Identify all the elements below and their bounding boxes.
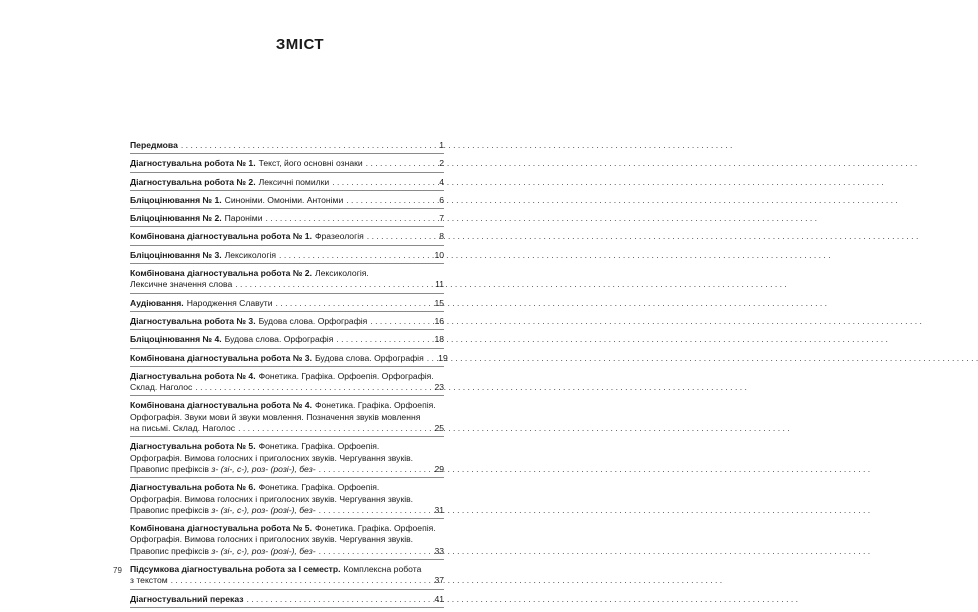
leader-dots — [266, 213, 431, 224]
toc-entry-text — [130, 268, 369, 279]
toc-entry-italic: з- (зі-, с-), роз- (розі-), без- — [211, 463, 316, 474]
toc-entry-line — [130, 279, 444, 290]
toc-entry-subtitle: Синоніми. Омоніми. Антоніми — [224, 194, 344, 205]
leader-dots — [332, 177, 431, 188]
toc-entry-text — [130, 140, 178, 151]
leader-dots — [238, 423, 431, 434]
leader-dots — [366, 158, 431, 169]
toc-entry-line — [130, 412, 444, 423]
toc-page-number: 37 — [434, 575, 444, 586]
toc-entry-subtitle: Текст, його основні ознаки — [258, 158, 363, 169]
toc-entry-text: з текстом — [130, 575, 168, 586]
toc-entry-title: Бліцоцінювання № 3. — [130, 249, 222, 260]
toc-entry-title: Бліцоцінювання № 2. — [130, 213, 222, 224]
toc-entry-subtitle: Будова слова. Орфографія — [314, 352, 424, 363]
leader-dots — [346, 195, 431, 206]
toc-entry-text — [130, 441, 379, 452]
toc-entry-title: Діагностувальна робота № 5. — [130, 441, 256, 452]
toc-entry-text — [130, 564, 421, 575]
toc-entry-line — [130, 546, 444, 557]
leader-dots — [319, 464, 431, 475]
toc-entry[interactable] — [130, 523, 444, 560]
leader-dots — [195, 382, 431, 393]
toc-page-number: 18 — [434, 334, 444, 345]
toc-entry-text — [130, 213, 263, 224]
toc-entry-title: Діагностувальна робота № 6. — [130, 482, 256, 493]
toc-entry[interactable] — [130, 213, 444, 227]
toc-entry-title: Аудіювання. — [130, 297, 184, 308]
toc-entry-title: Комбінована діагностувальна робота № 5. — [130, 523, 312, 534]
page-number: 79 — [113, 566, 122, 575]
toc-entry-text — [130, 371, 434, 382]
toc-entry-subtitle: Лексичні помилки — [258, 176, 330, 187]
toc-entry-title: Діагностувальний переказ — [130, 593, 244, 604]
toc-entry-text — [130, 505, 316, 516]
toc-entry-line — [130, 400, 444, 411]
toc-entry-title: Комбінована діагностувальна робота № 3. — [130, 352, 312, 363]
toc-entry-title: Бліцоцінювання № 1. — [130, 194, 222, 205]
toc-entry-title: Комбінована діагностувальна робота № 1. — [130, 231, 312, 242]
toc-entry-line — [130, 505, 444, 516]
toc-entry-subtitle: Фонетика. Графіка. Орфоепія. — [258, 441, 380, 452]
toc-page-number: 25 — [434, 423, 444, 434]
toc-page-number: 33 — [434, 545, 444, 556]
toc-entry[interactable] — [130, 352, 448, 367]
toc-entry-line — [130, 382, 444, 393]
toc-entry-text — [130, 231, 364, 242]
toc-entry-line — [130, 575, 444, 586]
toc-entry-subtitle: Фонетика. Графіка. Орфоепія. Орфографія. — [258, 370, 434, 381]
toc-entry-text — [130, 482, 379, 493]
toc-entry-italic: з- (зі-, с-), роз- (розі-), без- — [211, 545, 316, 556]
toc-page-number: 10 — [434, 249, 444, 260]
toc-entry-line — [130, 464, 444, 475]
toc-entry-text — [130, 523, 436, 534]
toc-entry-line — [130, 534, 444, 545]
toc-entry-text — [130, 594, 243, 605]
toc-entry[interactable] — [130, 400, 444, 437]
toc-entry-text — [130, 353, 424, 364]
leader-dots — [181, 140, 431, 151]
leader-dots — [336, 334, 431, 345]
toc-entry[interactable] — [130, 195, 444, 209]
toc-entry-title: Передмова — [130, 140, 178, 150]
toc-entry[interactable] — [130, 564, 444, 590]
toc-entry-line — [130, 316, 444, 327]
toc-entry-text: Орфографія. Вимова голосних і приголосних звуків. Чергування звуків. — [130, 493, 414, 504]
toc-entry-line — [130, 268, 444, 279]
toc-entry-subtitle: Комплексна робота — [343, 564, 422, 575]
toc-page-number: 41 — [434, 593, 444, 604]
leader-dots — [235, 279, 431, 290]
toc-entry-title: Підсумкова діагностувальна робота за І семестр. — [130, 564, 341, 575]
toc-entry-line — [130, 523, 444, 534]
toc-entry[interactable] — [130, 177, 444, 191]
toc-page-number: 6 — [439, 194, 444, 205]
toc-entry-title: Діагностувальна робота № 4. — [130, 370, 256, 381]
toc-entry-subtitle: Фонетика. Графіка. Орфоепія. — [314, 400, 436, 411]
toc-entry[interactable] — [130, 441, 444, 478]
toc-entry[interactable] — [130, 298, 444, 312]
toc-entry-prefix: Правопис префіксів — [130, 463, 212, 474]
toc-entry[interactable] — [130, 316, 444, 330]
toc-entry[interactable] — [130, 231, 444, 245]
toc-entry[interactable] — [130, 158, 444, 172]
toc-page-number: 29 — [434, 463, 444, 474]
toc-entry-line — [130, 231, 444, 242]
toc-entry-text — [130, 250, 276, 261]
toc-entry-line — [130, 564, 444, 575]
toc-page-number: 23 — [434, 382, 444, 393]
toc-entry-subtitle: Фонетика. Графіка. Орфоепія. — [258, 482, 380, 493]
toc-entry-text: на письмі. Склад. Наголос — [130, 423, 236, 434]
toc-entry[interactable] — [130, 594, 444, 608]
toc-entry-line — [130, 594, 444, 605]
toc-page-number: 1 — [439, 140, 444, 150]
toc-entry-title: Комбінована діагностувальна робота № 4. — [130, 400, 312, 411]
toc-entry-line — [130, 158, 444, 169]
toc-page-number: 16 — [434, 315, 444, 326]
toc-entry-title: Діагностувальна робота № 3. — [130, 315, 256, 326]
toc-entry-subtitle: Фонетика. Графіка. Орфоепія. — [314, 523, 436, 534]
toc-entry[interactable] — [130, 334, 444, 348]
toc-entry-line — [130, 371, 444, 382]
toc-entry-text — [130, 177, 329, 188]
toc-entry-line — [130, 441, 444, 452]
toc-entry-text — [130, 195, 343, 206]
table-of-contents — [130, 140, 448, 612]
toc-entry-text: Орфографія. Вимова голосних і приголосних звуків. Чергування звуків. — [130, 534, 414, 545]
leader-dots — [319, 546, 431, 557]
toc-entry-text: Склад. Наголос — [130, 382, 193, 393]
leader-dots — [370, 316, 431, 327]
toc-entry-line — [130, 140, 444, 151]
toc-entry-text — [130, 316, 367, 327]
toc-page-number: 19 — [438, 352, 448, 363]
leader-dots — [279, 250, 431, 261]
toc-entry[interactable] — [130, 482, 444, 519]
toc-entry-subtitle: Будова слова. Орфографія — [224, 334, 334, 345]
toc-entry-subtitle: Народження Славути — [186, 297, 273, 308]
toc-entry-text — [130, 158, 363, 169]
toc-entry-line — [130, 298, 444, 309]
toc-page-number: 7 — [439, 213, 444, 224]
toc-entry-line — [130, 213, 444, 224]
leader-dots — [427, 353, 435, 364]
toc-entry-prefix: Правопис префіксів — [130, 545, 212, 556]
page-title: ЗМІСТ — [275, 36, 325, 53]
toc-entry-text — [130, 400, 436, 411]
toc-entry[interactable] — [130, 268, 444, 294]
toc-page-number: 2 — [439, 158, 444, 169]
leader-dots — [276, 298, 431, 309]
leader-dots — [246, 594, 431, 605]
toc-entry-subtitle: Фразеологія — [314, 231, 364, 242]
toc-entry-line — [130, 423, 444, 434]
toc-entry-line — [130, 352, 448, 364]
leader-dots — [367, 231, 431, 242]
toc-entry-line — [130, 482, 444, 493]
toc-page-number: 8 — [439, 231, 444, 242]
toc-page-number: 11 — [435, 279, 444, 290]
toc-entry-subtitle: Будова слова. Орфографія — [258, 315, 368, 326]
toc-entry-text — [130, 334, 333, 345]
toc-entry-line — [130, 177, 444, 188]
toc-entry-text: Лексичне значення слова — [130, 279, 233, 290]
toc-entry-text — [130, 464, 316, 475]
toc-entry[interactable] — [130, 371, 444, 397]
toc-entry-prefix: Правопис префіксів — [130, 504, 212, 515]
toc-entry-line — [130, 453, 444, 464]
toc-page-number: 31 — [434, 504, 444, 515]
toc-entry-title: Діагностувальна робота № 1. — [130, 158, 256, 169]
toc-entry-subtitle: Пароніми — [224, 213, 263, 224]
leader-dots — [171, 575, 431, 586]
toc-entry-text: Орфографія. Вимова голосних і приголосних звуків. Чергування звуків. — [130, 452, 414, 463]
toc-entry-text — [130, 298, 273, 309]
toc-entry-title: Бліцоцінювання № 4. — [130, 334, 222, 345]
toc-entry-text — [130, 546, 316, 557]
leader-dots — [319, 505, 431, 516]
toc-entry-line — [130, 494, 444, 505]
toc-entry-text: Орфографія. Звуки мови й звуки мовлення. Позначення звуків мовлення — [130, 411, 421, 422]
toc-entry-italic: з- (зі-, с-), роз- (розі-), без- — [211, 504, 316, 515]
toc-entry-line — [130, 250, 444, 261]
toc-entry-subtitle: Лексикологія. — [314, 268, 369, 279]
toc-entry[interactable] — [130, 140, 444, 154]
toc-page-number: 15 — [434, 297, 444, 308]
toc-entry-title: Діагностувальна робота № 2. — [130, 176, 256, 187]
toc-entry-subtitle: Лексикологія — [224, 249, 277, 260]
toc-page-number: 4 — [439, 176, 444, 187]
toc-entry[interactable] — [130, 250, 444, 264]
toc-entry-title: Комбінована діагностувальна робота № 2. — [130, 268, 312, 279]
toc-entry-line — [130, 334, 444, 345]
toc-entry-line — [130, 195, 444, 206]
